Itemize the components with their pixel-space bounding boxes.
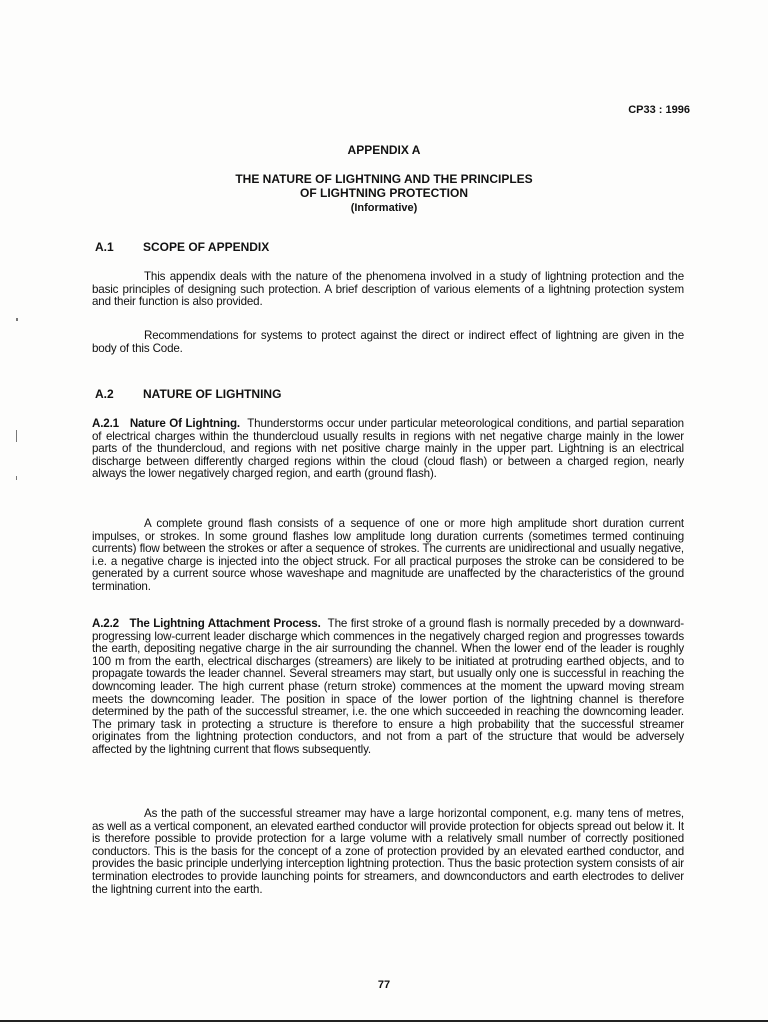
scan-bottom-edge <box>0 1020 768 1022</box>
paragraph-streamer-path: As the path of the successful streamer may have a large horizontal component, e.g. many tens of metres, as well as a vertical component, an elevated earthed conductor will provide protection for objects spread out below it. It is therefore possible to provide protection for a large volume with a relatively small number of correctly positioned conductors. This is the basis for the concept of a zone of protection provided by an elevated earthed conductor, and provides the basic principle underlying interception lightning protection. Thus the basic protection system consists of air termination electrodes to provide launching points for streamers, and downconductors and earth electrodes to deliver the lightning current into the earth. <box>92 807 684 896</box>
section-number: A.2 <box>95 387 114 401</box>
paragraph-a22: A.2.2 The Lightning Attachment Process. The first stroke of a ground flash is normally preceded by a downward-progressing low-current leader discharge which commences in the negatively charged region and progresses towards the earth, depositing negative charge in the air surrounding the channel. When the lower end of the leader is roughly 100 m from the earth, electrical discharges (streamers) are likely to be initiated at protruding earthed objects, and to propagate towards the leader channel. Several streamers may start, but usually only one is successful in reaching the downcoming leader. The high current phase (return stroke) commences at the moment the upward moving stream meets the downcoming leader. The position in space of the lower portion of the lightning channel is therefore determined by the path of the successful streamer, i.e. the one which succeeded in reaching the downcoming leader. The primary task in protecting a structure is therefore to ensure a high probability that the successful streamer originates from the lightning protection conductors, and not from a part of the structure that would be adversely affected by the lightning current that flows subsequently. <box>92 617 684 756</box>
main-title-line-2: OF LIGHTNING PROTECTION <box>300 186 468 200</box>
page-number: 77 <box>377 979 391 991</box>
subsection-title: Nature Of Lightning. <box>129 417 240 430</box>
paragraph-scope-2: Recommendations for systems to protect against the direct or indirect effect of lightning are given in the body of this Code. <box>92 329 684 355</box>
informative-label: (Informative) <box>350 202 418 214</box>
scan-mark <box>16 318 18 321</box>
paragraph-scope-1: This appendix deals with the nature of the phenomena involved in a study of lightning protection and the basic principles of designing such protection. A brief description of various elements of a lightning protection system and their function is also provided. <box>92 270 684 309</box>
paragraph-ground-flash: A complete ground flash consists of a sequence of one or more high amplitude short duration current impulses, or strokes. In some ground flashes low amplitude long duration currents (sometimes termed continuing currents) flow between the strokes or after a sequence of strokes. The currents are unidirectional and usually negative, i.e. a negative charge is injected into the object struck. For all practical purposes the stroke can be considered to be generated by a current source whose waveshape and magnitude are unaffected by the characteristics of the ground termination. <box>92 517 684 593</box>
scan-mark <box>16 430 17 442</box>
scan-mark <box>16 476 17 480</box>
main-title-line-1: THE NATURE OF LIGHTNING AND THE PRINCIPLES <box>235 172 533 186</box>
main-title <box>0 172 768 200</box>
section-number: A.1 <box>95 240 114 254</box>
paragraph-a21: A.2.1 Nature Of Lightning. Thunderstorms occur under particular meteorological conditions, and partial separation of electrical charges within the thundercloud usually results in regions with net negative charge mainly in the lower parts of the thundercloud, and regions with net positive charge mainly in the upper part. Lightning is an electrical discharge between differently charged regions within the cloud (cloud flash) or between a charged region, nearly always the lower negatively charged region, and earth (ground flash). <box>92 417 684 481</box>
subsection-number: A.2.2 <box>92 617 119 630</box>
subsection-number: A.2.1 <box>92 417 119 430</box>
section-heading-a1 <box>95 240 269 254</box>
section-title: NATURE OF LIGHTNING <box>143 387 282 401</box>
document-reference: CP33 : 1996 <box>628 104 690 116</box>
section-title: SCOPE OF APPENDIX <box>143 240 270 254</box>
appendix-title: APPENDIX A <box>347 143 421 157</box>
section-heading-a2 <box>95 387 281 401</box>
subsection-title: The Lightning Attachment Process. <box>129 617 321 630</box>
